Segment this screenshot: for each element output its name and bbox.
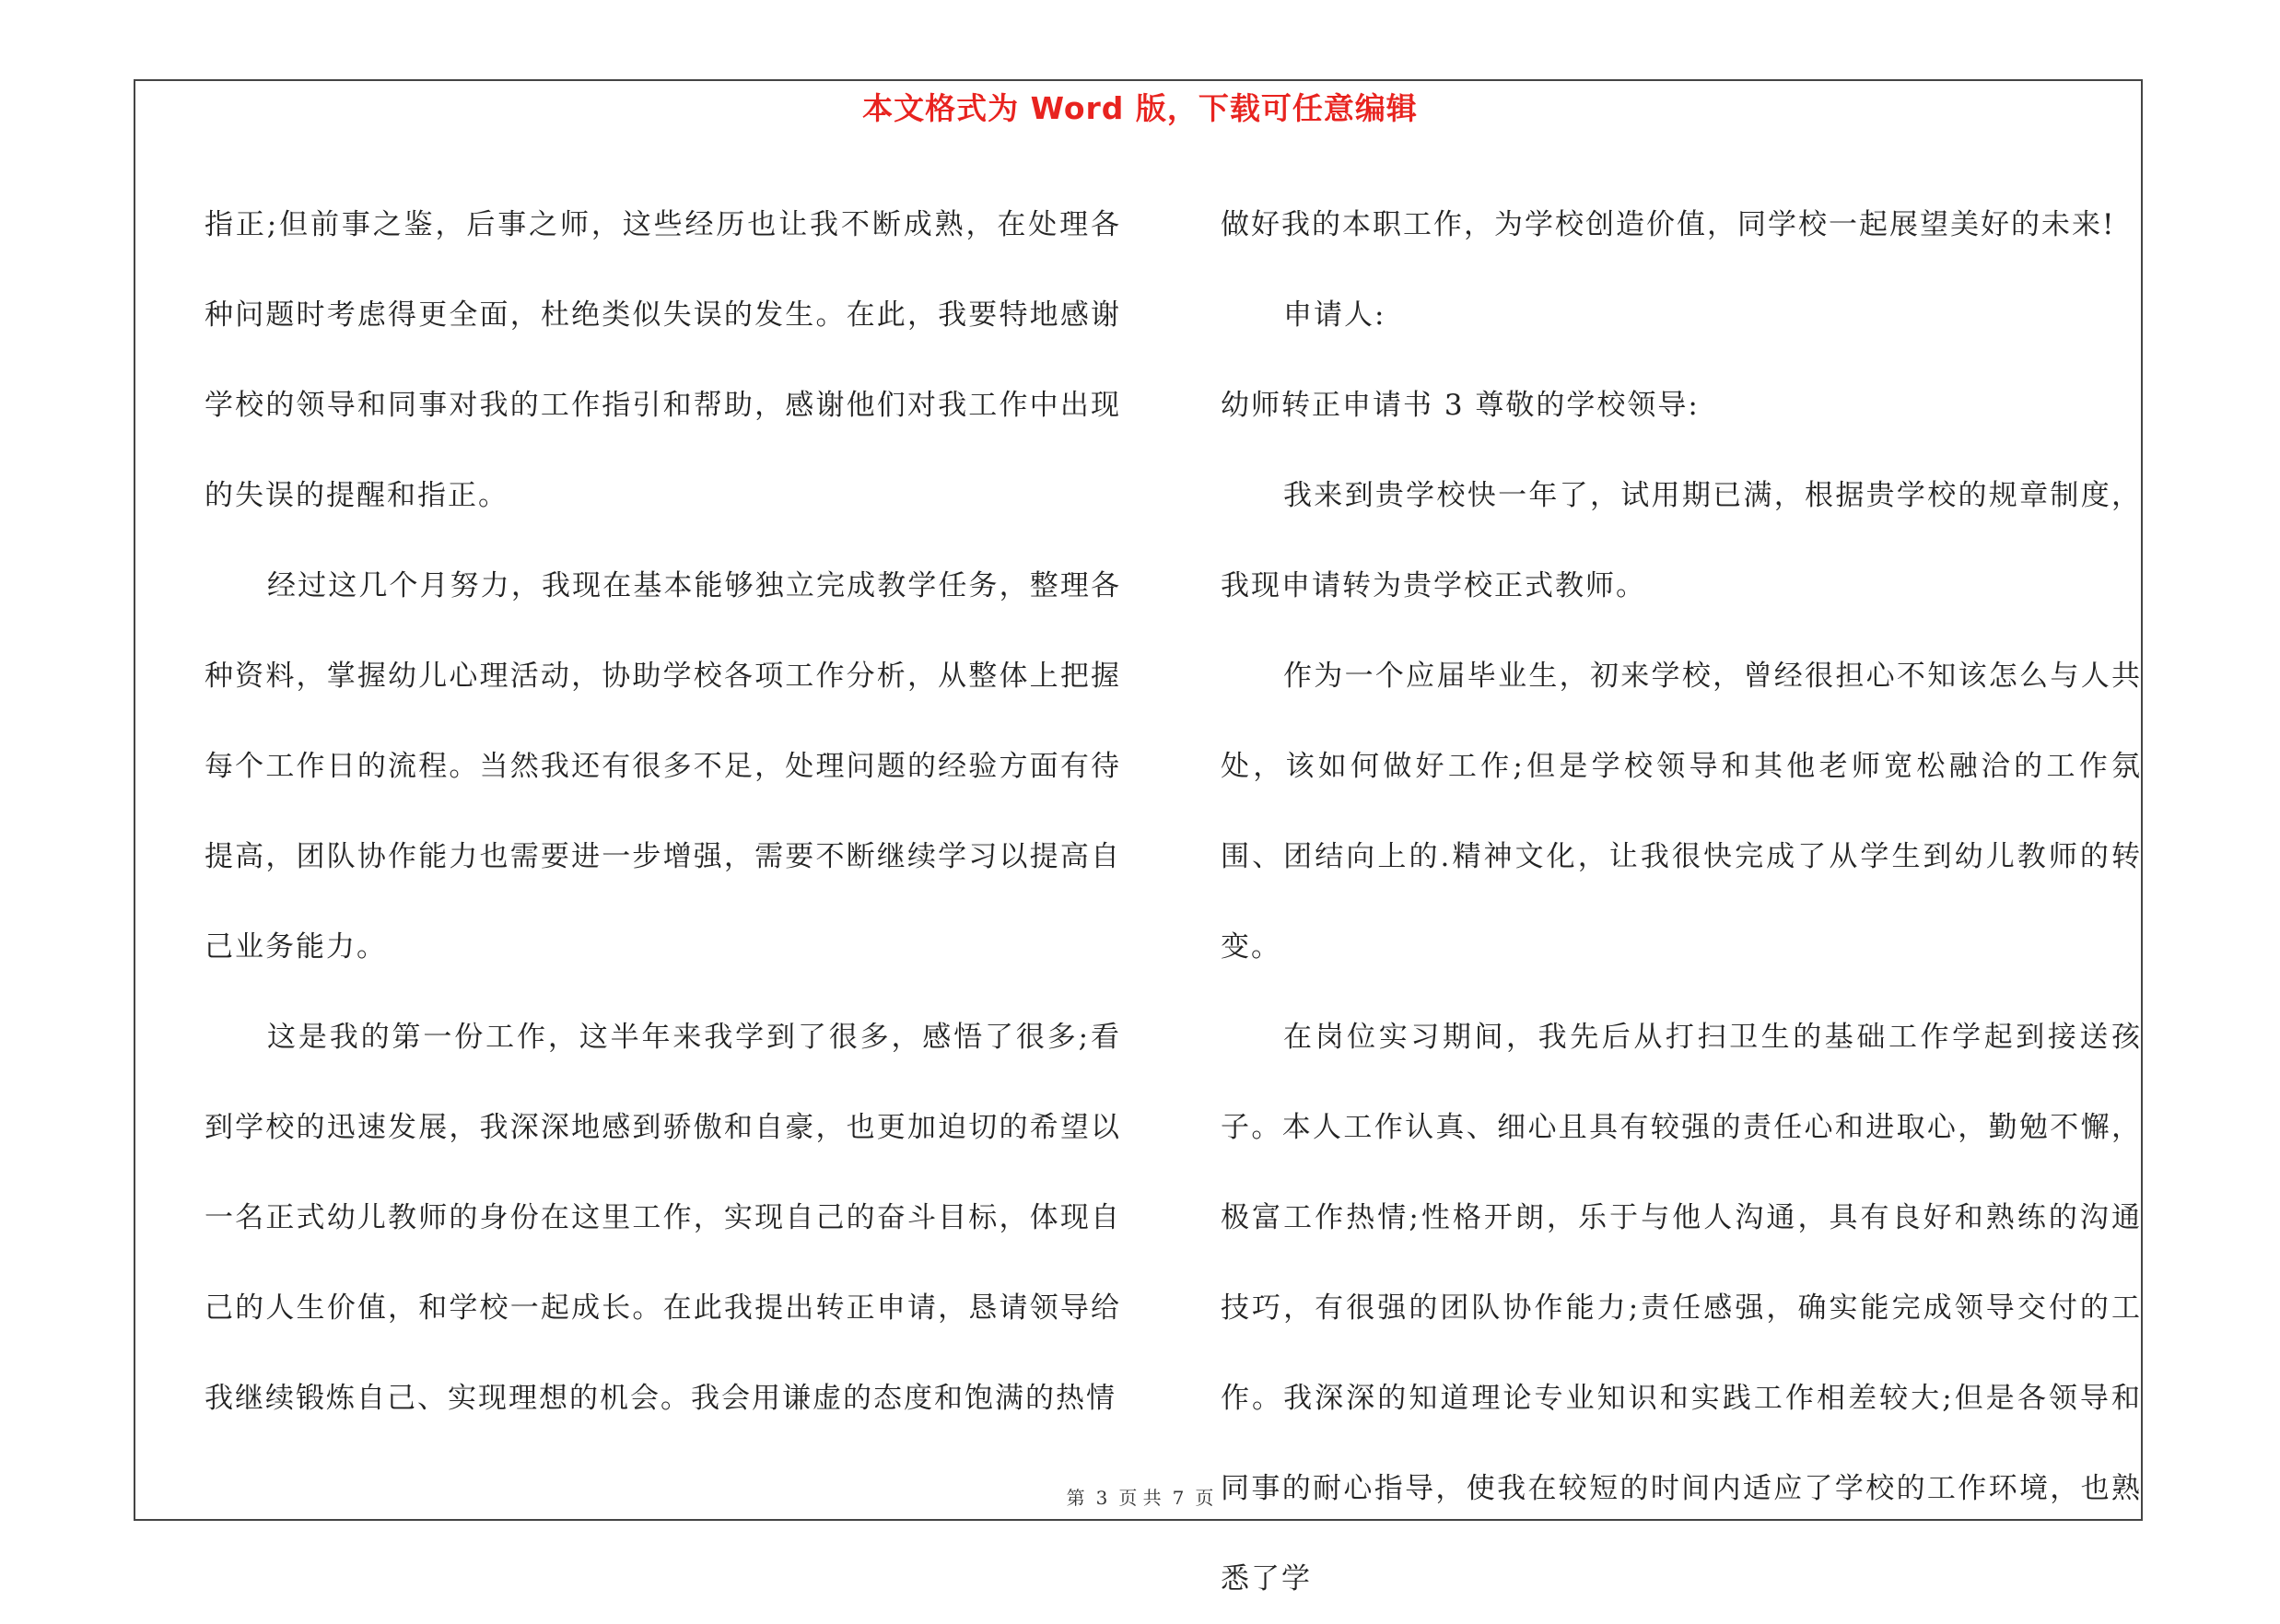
right-column xyxy=(1221,180,2142,1624)
footer-suffix: 页 xyxy=(1195,1487,1214,1509)
footer-middle: 页 共 xyxy=(1118,1487,1162,1509)
left-paragraph-1: 指正;但前事之鉴，后事之师，这些经历也让我不断成熟，在处理各种问题时考虑得更全面，杜绝类似失误的发生。在此，我要特地感谢学校的领导和同事对我的工作指引和帮助，感谢他们对我工作中出现的失误的提醒和指正。 xyxy=(205,208,1121,512)
right-paragraph-4: 我来到贵学校快一年了，试用期已满，根据贵学校的规章制度，我现申请转为贵学校正式教师。 xyxy=(1221,479,2142,602)
page-number-footer xyxy=(0,1483,2280,1510)
footer-prefix: 第 xyxy=(1066,1487,1085,1509)
right-paragraph-1: 做好我的本职工作，为学校创造价值，同学校一起展望美好的未来! xyxy=(1221,208,2116,241)
left-paragraph-3: 这是我的第一份工作，这半年来我学到了很多，感悟了很多;看到学校的迅速发展，我深深地感到骄傲和自豪，也更加迫切的希望以一名正式幼儿教师的身份在这里工作，实现自己的奋斗目标，体现自己的人生价值，和学校一起成长。在此我提出转正申请，恳请领导给我继续锻炼自己、实现理想的机会。我会用谦虚的态度和饱满的热情 xyxy=(205,1021,1121,1415)
applicant-label: 申请人: xyxy=(1283,298,1386,332)
format-banner: 本文格式为 Word 版，下载可任意编辑 xyxy=(862,90,1418,126)
right-paragraph-6: 在岗位实习期间，我先后从打扫卫生的基础工作学起到接送孩子。本人工作认真、细心且具有较强的责任心和进取心，勤勉不懈，极富工作热情;性格开朗，乐于与他人沟通，具有良好和熟练的沟通技巧，有很强的团队协作能力;责任感强，确实能完成领导交付的工作。我深深的知道理论专业知识和实践工作相差较大;但是各领导和同事的耐心指导，使我在较短的时间内适应了学校的工作环境，也熟悉了学 xyxy=(1221,1021,2142,1595)
right-paragraph-5: 作为一个应届毕业生，初来学校，曾经很担心不知该怎么与人共处，该如何做好工作;但是学校领导和其他老师宽松融洽的工作氛围、团结向上的.精神文化，让我很快完成了从学生到幼儿教师的转变。 xyxy=(1221,660,2142,964)
left-paragraph-2: 经过这几个月努力，我现在基本能够独立完成教学任务，整理各种资料，掌握幼儿心理活动，协助学校各项工作分析，从整体上把握每个工作日的流程。当然我还有很多不足，处理问题的经验方面有待提高，团队协作能力也需要进一步增强，需要不断继续学习以提高自己业务能力。 xyxy=(205,569,1121,964)
left-column xyxy=(205,180,1121,1443)
footer-current-page: 3 xyxy=(1095,1487,1108,1509)
section-heading: 幼师转正申请书 3 尊敬的学校领导: xyxy=(1221,389,1700,422)
footer-total-pages: 7 xyxy=(1172,1487,1185,1509)
